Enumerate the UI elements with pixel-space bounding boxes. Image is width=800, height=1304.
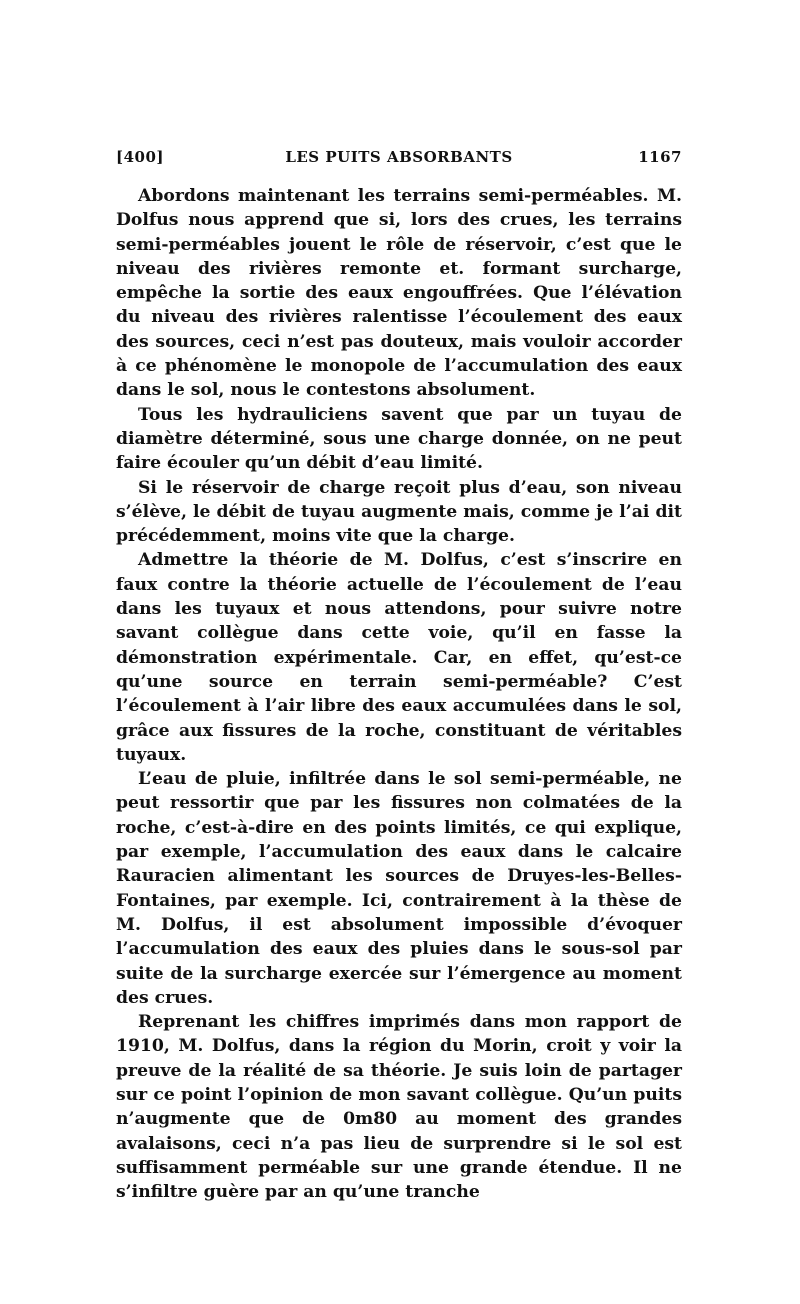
paragraph: Tous les hydrauliciens savent que par un tuyau de diamètre déterminé, sous une charge donnée, on ne peut faire écouler qu’un débit d’eau limité. bbox=[116, 404, 682, 474]
page-ref: [400] bbox=[116, 148, 165, 166]
paragraph: L’eau de pluie, infiltrée dans le sol semi-perméable, ne peut ressortir que par les fissures non colmatées de la roche, c’est-à-dire en des points limités, ce qui explique, par exemple, l’accumulation des eaux dans le calcaire Rauracien alimentant les sources de Druyes-les-Belles-Fontaines, par exemple. Ici, contrairement à la thèse de M. Dolfus, il est absolument impossible d’évoquer l’accumulation des eaux des pluies dans le sous-sol par suite de la surcharge exercée sur l’émergence au moment des crues. bbox=[116, 769, 682, 1008]
paragraph: Abordons maintenant les terrains semi-perméables. M. Dolfus nous apprend que si, lors des crues, les terrains semi-perméables jouent le rôle de réservoir, c’est que le niveau des rivières remonte et. formant surcharge, empêche la sortie des eaux engouffrées. Que l’élévation du niveau des rivières ralentisse l’écoulement des eaux des sources, ceci n’est pas douteux, mais vouloir accorder à ce phénomène le monopole de l’accumulation des eaux dans le sol, nous le contestons absolument. bbox=[116, 186, 682, 401]
running-title: LES PUITS ABSORBANTS bbox=[285, 148, 513, 166]
running-header bbox=[116, 148, 682, 172]
paragraph: Admettre la théorie de M. Dolfus, c’est s’inscrire en faux contre la théorie actuelle de l’écoulement de l’eau dans les tuyaux et nous attendons, pour suivre notre savant collègue dans cette voie, qu’il en fasse la démonstration expérimentale. Car, en effet, qu’est-ce qu’une source en terrain semi-perméable? C’est l’écoulement à l’air libre des eaux accumulées dans le sol, grâce aux fissures de la roche, constituant de véritables tuyaux. bbox=[116, 550, 682, 765]
body-text bbox=[116, 184, 682, 1204]
paragraph: Si le réservoir de charge reçoit plus d’eau, son niveau s’élève, le débit de tuyau augmente mais, comme je l’ai dit précédemment, moins vite que la charge. bbox=[116, 477, 682, 547]
paragraph: Reprenant les chiffres imprimés dans mon rapport de 1910, M. Dolfus, dans la région du Morin, croit y voir la preuve de la réalité de sa théorie. Je suis loin de partager sur ce point l’opinion de mon savant collègue. Qu’un puits n’augmente que de 0m80 au moment des grandes avalaisons, ceci n’a pas lieu de surprendre si le sol est suffisamment perméable sur une grande étendue. Il ne s’infiltre guère par an qu’une tranche bbox=[116, 1012, 682, 1203]
page-number: 1167 bbox=[638, 148, 682, 166]
